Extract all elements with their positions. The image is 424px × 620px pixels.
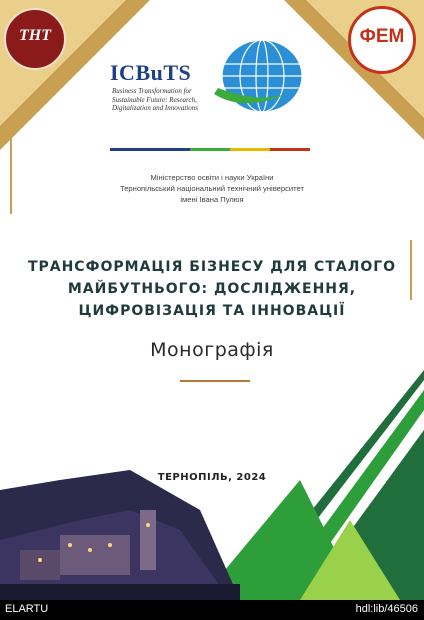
footer-bar [0, 600, 424, 620]
light [108, 543, 112, 547]
handle-id[interactable]: hdl:lib/46506 [355, 603, 418, 615]
fem-logo [348, 6, 416, 74]
university-name-line: імені Івана Пулюя [180, 195, 244, 204]
ministry-line: Міністерство освіти і науки України [150, 173, 274, 182]
fem-logo-text: ФЕМ [359, 26, 405, 47]
title-line: ТРАНСФОРМАЦІЯ БІЗНЕСУ ДЛЯ СТАЛОГО [27, 259, 397, 275]
ministry-block [0, 172, 424, 205]
icbuts-logo [106, 34, 306, 154]
ground [0, 584, 240, 600]
book-title [20, 256, 404, 322]
building [60, 535, 130, 575]
icbuts-title: ICBuTS [110, 60, 192, 85]
light [68, 543, 72, 547]
title-line: ЦИФРОВІЗАЦІЯ ТА ІННОВАЦІЇ [78, 303, 346, 319]
city-year: ТЕРНОПІЛЬ, 2024 [157, 472, 267, 483]
tower [140, 510, 156, 570]
icbuts-color-bar [110, 148, 310, 151]
title-line: МАЙБУТНЬОГО: ДОСЛІДЖЕННЯ, [67, 281, 357, 297]
building [20, 550, 60, 580]
side-line-right [410, 240, 412, 300]
university-line: Тернопільський національний технічний університет [119, 184, 305, 193]
tntu-logo-text: ТНТ [19, 27, 51, 44]
icbuts-subtitle: Business Transformation for Sustainable Future: Research, Digitalization and Innovations [112, 87, 198, 112]
globe-icon [210, 36, 306, 116]
repository-name: ELARTU [5, 603, 49, 615]
light [88, 548, 92, 552]
light [146, 523, 150, 527]
light [38, 558, 42, 562]
bottom-decoration [0, 370, 424, 600]
tntu-logo [4, 8, 66, 70]
book-subtitle: Монографія [150, 339, 274, 361]
